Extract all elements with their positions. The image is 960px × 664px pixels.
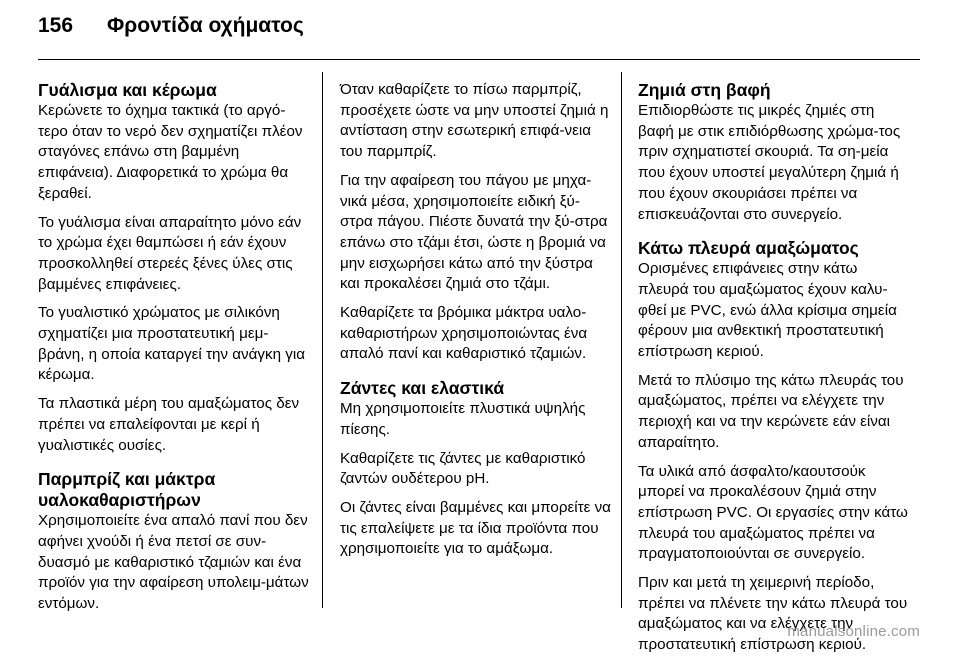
paragraph: Μετά το πλύσιμο της κάτω πλευράς του αμαξώματος, πρέπει να ελέγχετε την περιοχή και να την κερώνετε εάν είναι απαραίτητο. (638, 371, 904, 451)
paragraph: Επιδιορθώστε τις μικρές ζημιές στη βαφή με στικ επιδιόρθωσης χρώμα-τος πριν σχηματιστεί σκουριά. Τα ση-μεία που έχουν υποστεί μεγαλύτερη ζημιά ή που έχουν σκουριάσει πρέπει να επισκευάζονται στο συνεργείο. (638, 102, 901, 223)
paragraph: Μη χρησιμοποιείτε πλυστικά υψηλής πίεσης. (340, 400, 586, 438)
page-number: 156 (38, 14, 74, 37)
heading-paint-damage: Ζημιά στη βαφή (638, 80, 771, 100)
heading-windows-wipers: Παρμπρίζ και μάκτρα υαλοκαθαριστήρων (38, 469, 216, 511)
paragraph: Καθαρίζετε τα βρόμικα μάκτρα υαλο-καθαριστήρων χρησιμοποιώντας ένα απαλό πανί και καθαριστικό τζαμιών. (340, 304, 588, 363)
paragraph: Το γυάλισμα είναι απαραίτητο μόνο εάν το χρώμα έχει θαμπώσει ή εάν έχουν προσκολληθεί στερεές ξένες ύλες στις βαμμένες επιφάνειες. (38, 213, 302, 293)
paragraph: Ορισμένες επιφάνειες στην κάτω πλευρά του αμαξώματος έχουν καλυ-φθεί με PVC, ενώ άλλα κρίσιμα σημεία φέρουν μια ανθεκτική προστατευτική επίστρωση κεριού. (638, 260, 897, 361)
paragraph: Τα πλαστικά μέρη του αμαξώματος δεν πρέπει να επαλείφονται με κερί ή γυαλιστικές ουσίες. (38, 395, 300, 454)
paragraph: Πριν και μετά τη χειμερινή περίοδο, πρέπει να πλένετε την κάτω πλευρά του αμαξώματος και να ελέγχετε την προστατευτική επίστρωση κεριού. (638, 574, 908, 654)
column-3 (638, 80, 910, 664)
paragraph: Τα υλικά από άσφαλτο/καουτσούκ μπορεί να προκαλέσουν ζημιά στην επίστρωση PVC. Οι εργασίες στην κάτω πλευρά του αμαξώματος πρέπει να πραγματοποιούνται σε συνεργείο. (638, 462, 908, 563)
column-divider (322, 72, 323, 608)
watermark: manualsonline.com (787, 623, 920, 640)
header-divider (38, 59, 920, 60)
column-1 (38, 80, 310, 623)
heading-underbody: Κάτω πλευρά αμαξώματος (638, 238, 859, 259)
page-header (38, 14, 304, 46)
paragraph: Όταν καθαρίζετε το πίσω παρμπρίζ, προσέχετε ώστε να μην υποστεί ζημιά η αντίσταση στην εσωτερική επιφά-νεια του παρμπρίζ. (340, 81, 609, 161)
paragraph: Καθαρίζετε τις ζάντες με καθαριστικό ζαντών ουδέτερου pH. (340, 449, 586, 488)
paragraph: Χρησιμοποιείτε ένα απαλό πανί που δεν αφήνει χνούδι ή ένα πετσί σε συν-δυασμό με καθαριστικό τζαμιών και ένα προϊόν για την αφαίρεση υπολειμ-μάτων εντόμων. (38, 512, 309, 613)
paragraph: Το γυαλιστικό χρώματος με σιλικόνη σχηματίζει μια προστατευτική μεμ-βράνη, η οποία καταργεί την ανάγκη για κέρωμα. (38, 304, 305, 384)
heading-wheels-tyres: Ζάντες και ελαστικά (340, 378, 505, 399)
column-2 (340, 80, 612, 568)
heading-polishing: Γυάλισμα και κέρωμα (38, 80, 217, 100)
page-title: Φροντίδα οχήματος (107, 14, 304, 37)
paragraph: Κερώνετε το όχημα τακτικά (το αργό-τερο όταν το νερό δεν σχηματίζει πλέον σταγόνες επάνω στη βαμμένη επιφάνεια). Διαφορετικά το χρώμα θα ξεραθεί. (38, 102, 303, 202)
paragraph: Οι ζάντες είναι βαμμένες και μπορείτε να τις επαλείψετε με τα ίδια προϊόντα που χρησιμοποιείτε για το αμάξωμα. (340, 498, 611, 558)
column-divider (621, 72, 622, 608)
paragraph: Για την αφαίρεση του πάγου με μηχα-νικά μέσα, χρησιμοποιείτε ειδική ξύ-στρα πάγου. Πιέστε δυνατά την ξύ-στρα επάνω στο τζάμι έτσι, ώστε η βρομιά να μην εισχωρήσει κάτω από την ξύστρα και προκαλέσει ζημιά στο τζάμι. (340, 171, 608, 293)
